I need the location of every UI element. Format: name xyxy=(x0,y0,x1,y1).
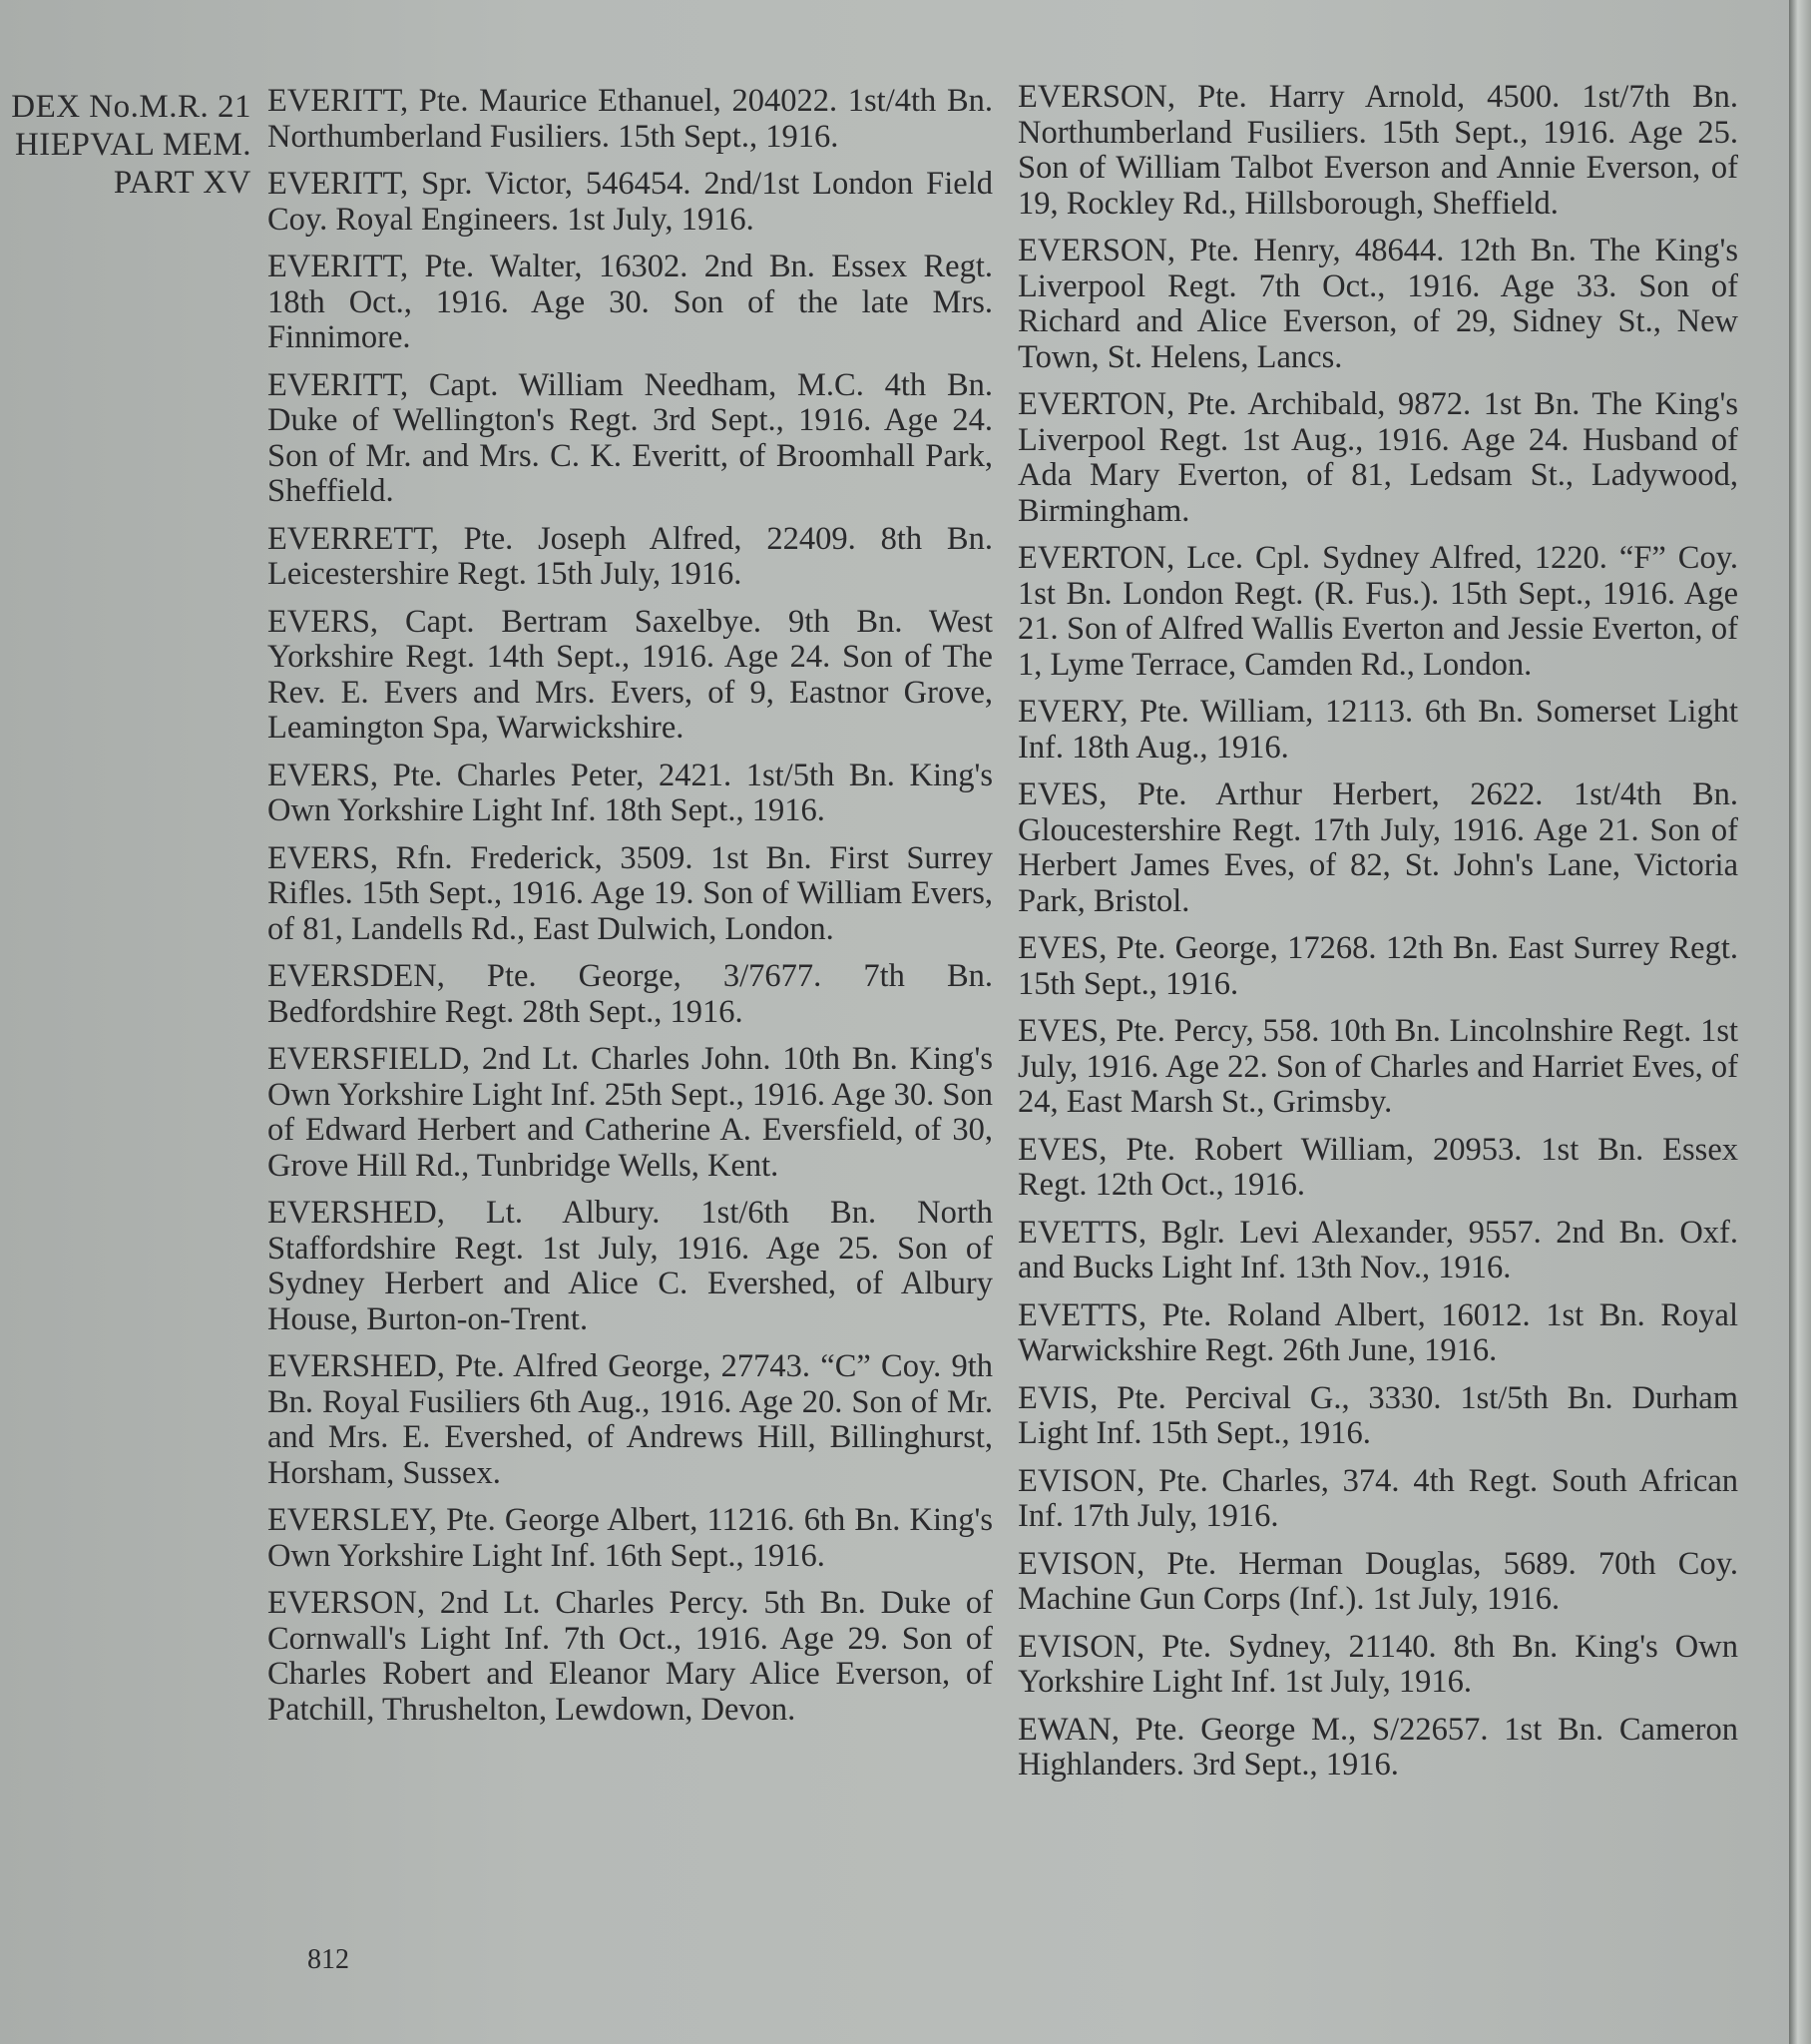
memorial-entry: EVES, Pte. Robert William, 20953. 1st Bn. Essex Regt. 12th Oct., 1916. xyxy=(1018,1131,1738,1203)
margin-heading-line-3: PART XV xyxy=(113,165,251,201)
memorial-entry: EVETTS, Bglr. Levi Alexander, 9557. 2nd Bn. Oxf. and Bucks Light Inf. 13th Nov., 1916. xyxy=(1018,1214,1738,1285)
memorial-entry: EVETTS, Pte. Roland Albert, 16012. 1st Bn. Royal Warwickshire Regt. 26th June, 1916. xyxy=(1018,1296,1738,1368)
margin-heading-line-1: DEX No.M.R. 21 xyxy=(11,89,251,125)
memorial-entry: EVERTON, Pte. Archibald, 9872. 1st Bn. The King's Liverpool Regt. 1st Aug., 1916. Age 24. Husband of Ada Mary Everton, of 81, Ledsam St., Ladywood, Birmingham. xyxy=(1018,386,1738,529)
memorial-entry: EVERRETT, Pte. Joseph Alfred, 22409. 8th Bn. Leicestershire Regt. 15th July, 1916. xyxy=(267,520,993,592)
memorial-entry: EVES, Pte. Arthur Herbert, 2622. 1st/4th Bn. Gloucestershire Regt. 17th July, 1916. Age 21. Son of Herbert James Eves, of 82, St. John's Lane, Victoria Park, Bristol. xyxy=(1018,776,1738,919)
right-column xyxy=(1018,80,1738,1795)
margin-heading xyxy=(0,88,251,202)
memorial-entry: EVERITT, Pte. Walter, 16302. 2nd Bn. Essex Regt. 18th Oct., 1916. Age 30. Son of the late Mrs. Finnimore. xyxy=(267,249,993,355)
memorial-entry: EVERSLEY, Pte. George Albert, 11216. 6th Bn. King's Own Yorkshire Light Inf. 16th Sept., 1916. xyxy=(267,1502,993,1574)
memorial-entry: EVERSHED, Lt. Albury. 1st/6th Bn. North Staffordshire Regt. 1st July, 1916. Age 25. Son of Sydney Herbert and Alice C. Evershed, of Albury House, Burton-on-Trent. xyxy=(267,1195,993,1337)
memorial-entry: EVERS, Capt. Bertram Saxelbye. 9th Bn. West Yorkshire Regt. 14th Sept., 1916. Age 24. Son of The Rev. E. Evers and Mrs. Evers, of 9, Eastnor Grove, Leamington Spa, Warwickshire. xyxy=(267,603,993,746)
memorial-entry: EVIS, Pte. Percival G., 3330. 1st/5th Bn. Durham Light Inf. 15th Sept., 1916. xyxy=(1018,1379,1738,1451)
memorial-entry: EVERY, Pte. William, 12113. 6th Bn. Somerset Light Inf. 18th Aug., 1916. xyxy=(1018,694,1738,766)
margin-heading-line-2: HIEPVAL MEM. xyxy=(14,127,251,163)
memorial-entry: EVERSFIELD, 2nd Lt. Charles John. 10th Bn. King's Own Yorkshire Light Inf. 25th Sept., 1916. Age 30. Son of Edward Herbert and Catherine A. Eversfield, of 30, Grove Hill Rd., Tunbridge Wells, Kent. xyxy=(267,1041,993,1184)
memorial-entry: EVISON, Pte. Charles, 374. 4th Regt. South African Inf. 17th July, 1916. xyxy=(1018,1462,1738,1534)
memorial-entry: EVERS, Rfn. Frederick, 3509. 1st Bn. First Surrey Rifles. 15th Sept., 1916. Age 19. Son of William Evers, of 81, Landells Rd., East Dulwich, London. xyxy=(267,839,993,947)
memorial-entry: EVERSHED, Pte. Alfred George, 27743. “C” Coy. 9th Bn. Royal Fusiliers 6th Aug., 1916. Age 20. Son of Mr. and Mrs. E. Evershed, of Andrews Hill, Billinghurst, Horsham, Sussex. xyxy=(267,1348,993,1491)
memorial-entry: EVERITT, Capt. William Needham, M.C. 4th Bn. Duke of Wellington's Regt. 3rd Sept., 1916. Age 24. Son of Mr. and Mrs. C. K. Everitt, of Broomhall Park, Sheffield. xyxy=(267,366,993,509)
memorial-entry: EVES, Pte. Percy, 558. 10th Bn. Lincolnshire Regt. 1st July, 1916. Age 22. Son of Charles and Harriet Eves, of 24, East Marsh St., Grimsby. xyxy=(1018,1013,1738,1120)
memorial-entry: EVERS, Pte. Charles Peter, 2421. 1st/5th Bn. King's Own Yorkshire Light Inf. 18th Sept., 1916. xyxy=(267,757,993,828)
memorial-entry: EVERSDEN, Pte. George, 3/7677. 7th Bn. Bedfordshire Regt. 28th Sept., 1916. xyxy=(267,958,993,1030)
page-edge xyxy=(1789,0,1811,2044)
left-column xyxy=(267,84,993,1740)
memorial-entry: EVERSON, 2nd Lt. Charles Percy. 5th Bn. Duke of Cornwall's Light Inf. 7th Oct., 1916. Age 29. Son of Charles Robert and Eleanor Mary Alice Everson, of Patchill, Thrushelton, Lewdown, Devon. xyxy=(267,1585,993,1728)
page-number: 812 xyxy=(307,1944,349,1975)
memorial-entry: EVES, Pte. George, 17268. 12th Bn. East Surrey Regt. 15th Sept., 1916. xyxy=(1018,930,1738,1002)
memorial-entry: EWAN, Pte. George M., S/22657. 1st Bn. Cameron Highlanders. 3rd Sept., 1916. xyxy=(1018,1711,1738,1783)
memorial-entry: EVERSON, Pte. Henry, 48644. 12th Bn. The King's Liverpool Regt. 7th Oct., 1916. Age 33. Son of Richard and Alice Everson, of 29, Sidney St., New Town, St. Helens, Lancs. xyxy=(1018,233,1738,375)
memorial-entry: EVERSON, Pte. Harry Arnold, 4500. 1st/7th Bn. Northumberland Fusiliers. 15th Sept., 1916. Age 25. Son of William Talbot Everson and Annie Everson, of 19, Rockley Rd., Hillsborough, Sheffield. xyxy=(1018,79,1738,222)
memorial-entry: EVISON, Pte. Sydney, 21140. 8th Bn. King's Own Yorkshire Light Inf. 1st July, 1916. xyxy=(1018,1628,1738,1700)
memorial-entry: EVERITT, Pte. Maurice Ethanuel, 204022. 1st/4th Bn. Northumberland Fusiliers. 15th Sept., 1916. xyxy=(267,83,993,155)
memorial-entry: EVERITT, Spr. Victor, 546454. 2nd/1st London Field Coy. Royal Engineers. 1st July, 1916. xyxy=(267,166,993,238)
memorial-entry: EVERTON, Lce. Cpl. Sydney Alfred, 1220. “F” Coy. 1st Bn. London Regt. (R. Fus.). 15th Sept., 1916. Age 21. Son of Alfred Wallis Everton and Jessie Everton, of 1, Lyme Terrace, Camden Rd., London. xyxy=(1018,540,1738,683)
memorial-entry: EVISON, Pte. Herman Douglas, 5689. 70th Coy. Machine Gun Corps (Inf.). 1st July, 1916. xyxy=(1018,1545,1738,1617)
